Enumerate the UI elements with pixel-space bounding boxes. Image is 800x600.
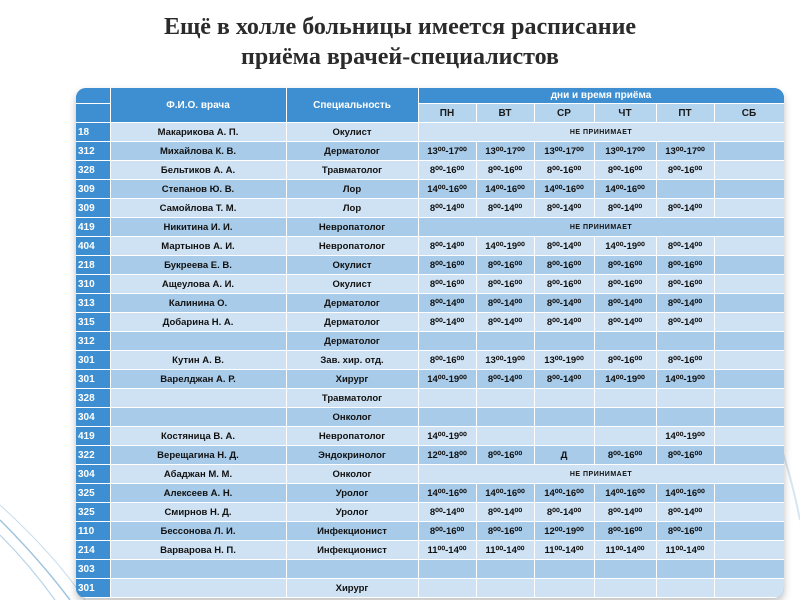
not-receiving-cell: НЕ ПРИНИМАЕТ (418, 123, 784, 142)
schedule-day-cell: 8⁰⁰-14⁰⁰ (594, 313, 656, 332)
specialty-cell: Инфекционист (286, 541, 418, 560)
schedule-day-cell: 14⁰⁰-16⁰⁰ (534, 180, 594, 199)
schedule-day-cell: 11⁰⁰-14⁰⁰ (418, 541, 476, 560)
specialty-cell: Уролог (286, 503, 418, 522)
schedule-day-cell (714, 294, 784, 313)
table-row (76, 275, 784, 294)
schedule-day-cell: 8⁰⁰-14⁰⁰ (534, 313, 594, 332)
doctor-name-cell: Мартынов А. И. (110, 237, 286, 256)
specialty-cell: Зав. хир. отд. (286, 351, 418, 370)
schedule-day-cell (594, 579, 656, 598)
schedule-day-cell (476, 560, 534, 579)
doctor-name-cell: Верещагина Н. Д. (110, 446, 286, 465)
schedule-day-cell (714, 256, 784, 275)
doctor-name-cell (110, 408, 286, 427)
specialty-cell: Лор (286, 180, 418, 199)
schedule-day-cell: 8⁰⁰-16⁰⁰ (594, 351, 656, 370)
schedule-day-cell: 8⁰⁰-16⁰⁰ (476, 275, 534, 294)
specialty-cell: Дерматолог (286, 142, 418, 161)
schedule-day-cell: 8⁰⁰-14⁰⁰ (418, 199, 476, 218)
room-number-cell: 325 (76, 503, 110, 522)
schedule-day-cell (656, 408, 714, 427)
table-row (76, 522, 784, 541)
schedule-day-cell: 8⁰⁰-14⁰⁰ (656, 199, 714, 218)
schedule-day-cell: 13⁰⁰-17⁰⁰ (656, 142, 714, 161)
table-row (76, 427, 784, 446)
specialty-cell: Невропатолог (286, 218, 418, 237)
room-number-cell: 313 (76, 294, 110, 313)
room-number-cell: 309 (76, 199, 110, 218)
specialty-cell: Невропатолог (286, 427, 418, 446)
schedule-day-cell: 8⁰⁰-16⁰⁰ (594, 275, 656, 294)
specialty-cell: Дерматолог (286, 313, 418, 332)
room-number-cell: 312 (76, 332, 110, 351)
specialty-cell: Онколог (286, 465, 418, 484)
specialty-cell: Хирург (286, 579, 418, 598)
schedule-day-cell: 14⁰⁰-19⁰⁰ (656, 370, 714, 389)
not-receiving-cell: НЕ ПРИНИМАЕТ (418, 218, 784, 237)
schedule-day-cell: 8⁰⁰-14⁰⁰ (656, 313, 714, 332)
doctor-name-cell: Варелджан А. Р. (110, 370, 286, 389)
room-number-cell: 419 (76, 427, 110, 446)
schedule-day-cell: 8⁰⁰-14⁰⁰ (656, 503, 714, 522)
specialty-cell: Инфекционист (286, 522, 418, 541)
table-row (76, 142, 784, 161)
specialty-cell: Хирург (286, 370, 418, 389)
schedule-day-cell: 14⁰⁰-16⁰⁰ (418, 180, 476, 199)
header-specialty: Специальность (286, 88, 418, 123)
schedule-day-cell: 8⁰⁰-14⁰⁰ (476, 370, 534, 389)
schedule-day-cell: 8⁰⁰-16⁰⁰ (534, 275, 594, 294)
schedule-day-cell: 8⁰⁰-14⁰⁰ (534, 294, 594, 313)
schedule-day-cell (714, 161, 784, 180)
schedule-table (76, 88, 784, 598)
schedule-day-cell (714, 237, 784, 256)
specialty-cell: Невропатолог (286, 237, 418, 256)
doctor-name-cell: Букреева Е. В. (110, 256, 286, 275)
schedule-day-cell: 8⁰⁰-14⁰⁰ (476, 503, 534, 522)
schedule-day-cell: 14⁰⁰-16⁰⁰ (476, 180, 534, 199)
schedule-day-cell (534, 408, 594, 427)
schedule-day-cell (656, 332, 714, 351)
schedule-day-cell: 8⁰⁰-14⁰⁰ (594, 294, 656, 313)
header-row (76, 88, 784, 104)
table-row (76, 503, 784, 522)
table-row (76, 560, 784, 579)
room-number-cell: 18 (76, 123, 110, 142)
table-row (76, 218, 784, 237)
table-row (76, 579, 784, 598)
specialty-cell: Уролог (286, 484, 418, 503)
table-row (76, 484, 784, 503)
schedule-day-cell: 14⁰⁰-19⁰⁰ (594, 370, 656, 389)
specialty-cell: Окулист (286, 256, 418, 275)
schedule-day-cell: 8⁰⁰-16⁰⁰ (534, 256, 594, 275)
schedule-table-container (76, 88, 784, 598)
room-number-cell: 315 (76, 313, 110, 332)
day-header: ВТ (476, 104, 534, 123)
schedule-day-cell (534, 579, 594, 598)
schedule-day-cell (418, 332, 476, 351)
slide-title (0, 12, 800, 72)
schedule-day-cell: 11⁰⁰-14⁰⁰ (534, 541, 594, 560)
schedule-day-cell: 8⁰⁰-16⁰⁰ (656, 275, 714, 294)
schedule-day-cell (714, 541, 784, 560)
day-header: ЧТ (594, 104, 656, 123)
doctor-name-cell: Абаджан М. М. (110, 465, 286, 484)
schedule-day-cell (418, 408, 476, 427)
doctor-name-cell (110, 389, 286, 408)
schedule-day-cell (594, 427, 656, 446)
schedule-day-cell (714, 446, 784, 465)
doctor-name-cell: Михайлова К. В. (110, 142, 286, 161)
doctor-name-cell: Костяница В. А. (110, 427, 286, 446)
schedule-day-cell: 11⁰⁰-14⁰⁰ (476, 541, 534, 560)
title-line-2: приёма врачей-специалистов (241, 44, 559, 70)
schedule-day-cell: 8⁰⁰-16⁰⁰ (656, 351, 714, 370)
room-number-cell: 301 (76, 351, 110, 370)
schedule-day-cell (714, 579, 784, 598)
day-header: СР (534, 104, 594, 123)
schedule-day-cell: 8⁰⁰-16⁰⁰ (594, 446, 656, 465)
doctor-name-cell: Никитина И. И. (110, 218, 286, 237)
schedule-day-cell (714, 180, 784, 199)
not-receiving-cell: НЕ ПРИНИМАЕТ (418, 465, 784, 484)
schedule-day-cell: 14⁰⁰-16⁰⁰ (418, 484, 476, 503)
schedule-day-cell: 8⁰⁰-16⁰⁰ (656, 256, 714, 275)
specialty-cell: Травматолог (286, 389, 418, 408)
schedule-day-cell (714, 351, 784, 370)
schedule-day-cell: 8⁰⁰-16⁰⁰ (418, 256, 476, 275)
schedule-day-cell: 14⁰⁰-16⁰⁰ (656, 484, 714, 503)
specialty-cell: Дерматолог (286, 332, 418, 351)
specialty-cell: Эндокринолог (286, 446, 418, 465)
schedule-day-cell: 14⁰⁰-19⁰⁰ (418, 427, 476, 446)
doctor-name-cell: Калинина О. (110, 294, 286, 313)
schedule-day-cell (594, 408, 656, 427)
schedule-day-cell: 8⁰⁰-14⁰⁰ (418, 313, 476, 332)
schedule-day-cell: 12⁰⁰-18⁰⁰ (418, 446, 476, 465)
schedule-day-cell: 8⁰⁰-16⁰⁰ (594, 256, 656, 275)
schedule-day-cell: 13⁰⁰-17⁰⁰ (418, 142, 476, 161)
schedule-day-cell: 8⁰⁰-16⁰⁰ (594, 522, 656, 541)
schedule-day-cell (476, 408, 534, 427)
room-number-cell: 312 (76, 142, 110, 161)
schedule-day-cell: 11⁰⁰-14⁰⁰ (594, 541, 656, 560)
schedule-day-cell: 11⁰⁰-14⁰⁰ (656, 541, 714, 560)
schedule-day-cell: 14⁰⁰-16⁰⁰ (594, 180, 656, 199)
specialty-cell: Лор (286, 199, 418, 218)
schedule-day-cell: 8⁰⁰-14⁰⁰ (594, 199, 656, 218)
schedule-day-cell (418, 389, 476, 408)
doctor-name-cell: Варварова Н. П. (110, 541, 286, 560)
schedule-day-cell: 8⁰⁰-14⁰⁰ (534, 503, 594, 522)
schedule-day-cell (594, 332, 656, 351)
room-number-cell: 301 (76, 370, 110, 389)
schedule-day-cell: 8⁰⁰-14⁰⁰ (594, 503, 656, 522)
schedule-day-cell (534, 427, 594, 446)
doctor-name-cell: Макарикова А. П. (110, 123, 286, 142)
header-room-2 (76, 104, 110, 123)
room-number-cell: 309 (76, 180, 110, 199)
room-number-cell: 322 (76, 446, 110, 465)
schedule-day-cell (476, 579, 534, 598)
schedule-day-cell: 8⁰⁰-14⁰⁰ (476, 199, 534, 218)
schedule-day-cell: 8⁰⁰-14⁰⁰ (418, 294, 476, 313)
header-room (76, 88, 110, 104)
schedule-day-cell (656, 180, 714, 199)
schedule-day-cell (656, 389, 714, 408)
table-row (76, 351, 784, 370)
schedule-day-cell (534, 389, 594, 408)
schedule-day-cell (714, 522, 784, 541)
schedule-day-cell: 8⁰⁰-14⁰⁰ (534, 237, 594, 256)
schedule-day-cell: 8⁰⁰-14⁰⁰ (656, 294, 714, 313)
doctor-name-cell: Алексеев А. Н. (110, 484, 286, 503)
specialty-cell: Травматолог (286, 161, 418, 180)
schedule-day-cell (714, 313, 784, 332)
schedule-day-cell: 8⁰⁰-16⁰⁰ (656, 161, 714, 180)
schedule-day-cell (714, 142, 784, 161)
schedule-day-cell: 12⁰⁰-19⁰⁰ (534, 522, 594, 541)
schedule-day-cell: 8⁰⁰-16⁰⁰ (476, 522, 534, 541)
table-row (76, 237, 784, 256)
table-row (76, 446, 784, 465)
schedule-day-cell (656, 579, 714, 598)
schedule-day-cell: 8⁰⁰-14⁰⁰ (418, 237, 476, 256)
table-row (76, 313, 784, 332)
specialty-cell: Окулист (286, 123, 418, 142)
schedule-day-cell: 8⁰⁰-16⁰⁰ (534, 161, 594, 180)
schedule-day-cell: Д (534, 446, 594, 465)
schedule-day-cell: 8⁰⁰-14⁰⁰ (534, 199, 594, 218)
schedule-body (76, 123, 784, 598)
schedule-day-cell (714, 370, 784, 389)
doctor-name-cell: Бельтиков А. А. (110, 161, 286, 180)
specialty-cell: Окулист (286, 275, 418, 294)
schedule-day-cell: 13⁰⁰-17⁰⁰ (534, 142, 594, 161)
room-number-cell: 218 (76, 256, 110, 275)
schedule-day-cell (534, 560, 594, 579)
schedule-day-cell: 14⁰⁰-19⁰⁰ (594, 237, 656, 256)
schedule-day-cell (594, 389, 656, 408)
room-number-cell: 419 (76, 218, 110, 237)
doctor-name-cell (110, 332, 286, 351)
doctor-name-cell: Ащеулова А. И. (110, 275, 286, 294)
schedule-day-cell: 8⁰⁰-16⁰⁰ (594, 161, 656, 180)
schedule-day-cell: 8⁰⁰-14⁰⁰ (476, 313, 534, 332)
header-days-group: дни и время приёма (418, 88, 784, 104)
schedule-day-cell: 14⁰⁰-16⁰⁰ (476, 484, 534, 503)
schedule-day-cell: 14⁰⁰-16⁰⁰ (534, 484, 594, 503)
schedule-day-cell (534, 332, 594, 351)
schedule-day-cell: 8⁰⁰-14⁰⁰ (656, 237, 714, 256)
schedule-day-cell (714, 199, 784, 218)
schedule-day-cell (714, 503, 784, 522)
table-row (76, 294, 784, 313)
schedule-day-cell (714, 332, 784, 351)
table-row (76, 123, 784, 142)
table-row (76, 408, 784, 427)
table-row (76, 465, 784, 484)
specialty-cell: Онколог (286, 408, 418, 427)
room-number-cell: 301 (76, 579, 110, 598)
table-row (76, 332, 784, 351)
table-row (76, 161, 784, 180)
doctor-name-cell (110, 560, 286, 579)
room-number-cell: 110 (76, 522, 110, 541)
schedule-day-cell: 14⁰⁰-16⁰⁰ (594, 484, 656, 503)
schedule-day-cell: 8⁰⁰-16⁰⁰ (656, 446, 714, 465)
schedule-day-cell (418, 560, 476, 579)
doctor-name-cell: Бессонова Л. И. (110, 522, 286, 541)
schedule-day-cell (656, 560, 714, 579)
specialty-cell (286, 560, 418, 579)
room-number-cell: 310 (76, 275, 110, 294)
doctor-name-cell (110, 579, 286, 598)
room-number-cell: 328 (76, 389, 110, 408)
schedule-day-cell: 8⁰⁰-14⁰⁰ (418, 503, 476, 522)
room-number-cell: 328 (76, 161, 110, 180)
schedule-day-cell: 13⁰⁰-19⁰⁰ (476, 351, 534, 370)
day-header: ПН (418, 104, 476, 123)
schedule-day-cell: 8⁰⁰-14⁰⁰ (534, 370, 594, 389)
schedule-day-cell (714, 408, 784, 427)
schedule-day-cell: 8⁰⁰-16⁰⁰ (656, 522, 714, 541)
schedule-day-cell (476, 389, 534, 408)
schedule-day-cell (714, 484, 784, 503)
table-row (76, 389, 784, 408)
schedule-day-cell (714, 389, 784, 408)
table-row (76, 256, 784, 275)
room-number-cell: 214 (76, 541, 110, 560)
title-line-1: Ещё в холле больницы имеется расписание (163, 14, 637, 40)
header-name: Ф.И.О. врача (110, 88, 286, 123)
schedule-day-cell (714, 427, 784, 446)
doctor-name-cell: Степанов Ю. В. (110, 180, 286, 199)
table-row (76, 180, 784, 199)
schedule-day-cell (594, 560, 656, 579)
specialty-cell: Дерматолог (286, 294, 418, 313)
schedule-day-cell: 14⁰⁰-19⁰⁰ (656, 427, 714, 446)
schedule-day-cell: 14⁰⁰-19⁰⁰ (418, 370, 476, 389)
room-number-cell: 404 (76, 237, 110, 256)
table-row (76, 370, 784, 389)
schedule-day-cell (714, 275, 784, 294)
schedule-day-cell: 8⁰⁰-16⁰⁰ (476, 256, 534, 275)
schedule-day-cell (714, 560, 784, 579)
day-header: СБ (714, 104, 784, 123)
room-number-cell: 304 (76, 465, 110, 484)
schedule-day-cell: 13⁰⁰-17⁰⁰ (476, 142, 534, 161)
room-number-cell: 303 (76, 560, 110, 579)
schedule-day-cell (418, 579, 476, 598)
schedule-day-cell: 8⁰⁰-16⁰⁰ (476, 446, 534, 465)
doctor-name-cell: Самойлова Т. М. (110, 199, 286, 218)
schedule-day-cell: 8⁰⁰-14⁰⁰ (476, 294, 534, 313)
day-header: ПТ (656, 104, 714, 123)
doctor-name-cell: Кутин А. В. (110, 351, 286, 370)
doctor-name-cell: Смирнов Н. Д. (110, 503, 286, 522)
doctor-name-cell: Добарина Н. А. (110, 313, 286, 332)
schedule-day-cell: 8⁰⁰-16⁰⁰ (418, 161, 476, 180)
room-number-cell: 304 (76, 408, 110, 427)
schedule-day-cell: 8⁰⁰-16⁰⁰ (418, 275, 476, 294)
table-row (76, 199, 784, 218)
schedule-day-cell: 8⁰⁰-16⁰⁰ (476, 161, 534, 180)
table-row (76, 541, 784, 560)
schedule-day-cell: 13⁰⁰-17⁰⁰ (594, 142, 656, 161)
room-number-cell: 325 (76, 484, 110, 503)
schedule-day-cell (476, 427, 534, 446)
schedule-day-cell: 8⁰⁰-16⁰⁰ (418, 351, 476, 370)
schedule-day-cell: 8⁰⁰-16⁰⁰ (418, 522, 476, 541)
schedule-day-cell: 13⁰⁰-19⁰⁰ (534, 351, 594, 370)
schedule-day-cell (476, 332, 534, 351)
schedule-day-cell: 14⁰⁰-19⁰⁰ (476, 237, 534, 256)
